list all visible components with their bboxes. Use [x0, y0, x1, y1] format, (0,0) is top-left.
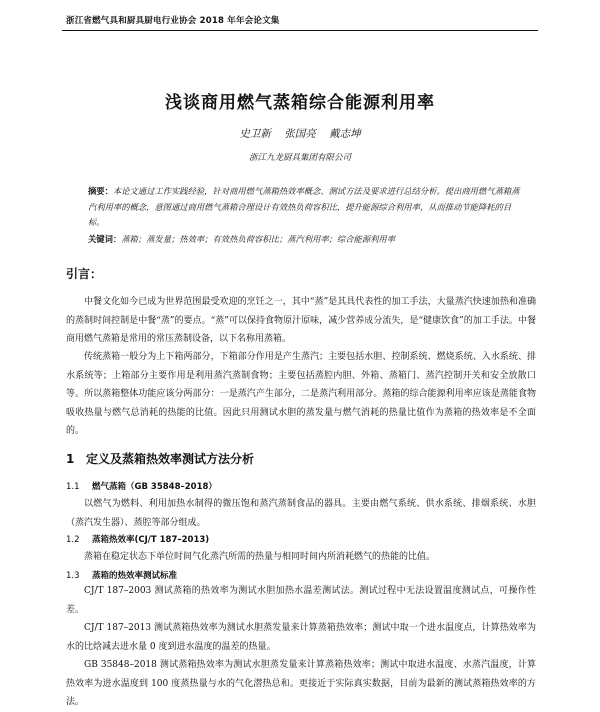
subsection-1-2-title: 蒸箱热效率(CJ/T 187–2013) — [92, 535, 210, 545]
paper-title: 浅谈商用燃气蒸箱综合能源利用率 — [165, 93, 435, 113]
subsection-1-3-heading — [66, 569, 177, 581]
abstract-label: 摘要： — [88, 186, 113, 196]
subsection-1-2-text: 蒸箱在稳定状态下单位时间气化蒸汽所需的热量与相同时间内所消耗燃气的热能的比值。 — [84, 552, 436, 562]
standard-cjt-2003-paragraph: CJ/T 187–2003 测试蒸箱的热效率为测试水胆加热水温差测试法。测试过程中无法设置温度测试点，可操作性差。 — [66, 586, 536, 615]
subsection-1-2-heading — [66, 533, 209, 545]
subsection-1-1-title: 燃气蒸箱（GB 35848–2018） — [92, 482, 217, 492]
subsection-1-1-text: 以燃气为燃料、利用加热水制得的微压饱和蒸汽蒸制食品的器具。主要由燃气系统、供水系统、排烟系统、水胆（蒸汽发生器）、蒸腔等部分组成。 — [66, 499, 536, 528]
intro-heading: 引言： — [66, 267, 103, 281]
standard-gb-2018-paragraph: GB 35848–2018 测试蒸箱热效率为测试水胆蒸发量来计算蒸箱热效率；测试中取进水温度、水蒸汽温度，计算热效率为进水温度到 100 度蒸热量与水的气化潜热总和。更接近于实际真实数据，目前为最新的测试蒸箱热效率的方法。 — [66, 660, 536, 708]
subsection-1-2-number: 1.2 — [66, 535, 80, 545]
paper-authors: 史卫新 张国亮 戴志坤 — [239, 128, 361, 140]
subsection-1-3-title: 蒸箱的热效率测试标准 — [92, 571, 178, 581]
keywords-label: 关键词： — [88, 234, 122, 244]
keywords-text: 蒸箱；蒸发量；热效率；有效热负荷容积比；蒸汽利用率；综合能源利用率 — [121, 234, 396, 244]
subsection-1-1-number: 1.1 — [66, 482, 80, 492]
section-1-heading — [66, 450, 254, 467]
intro-paragraph-2: 传统蒸箱一般分为上下箱两部分，下箱部分作用是产生蒸汽；主要包括水胆、控制系统、燃烧系统、入水系统、排水系统等；上箱部分主要作用是利用蒸汽蒸制食物；主要包括蒸腔内胆、外箱、蒸箱门、蒸汽控制开关和安全放散口等。所以蒸箱整体功能应该分两部分：一是蒸汽产生部分，二是蒸汽利用部分。蒸箱的综合能源利用率应该是蒸能食物吸收热量与燃气总消耗的热能的比值。因此只用测试水胆的蒸发量与燃气消耗的热量比值作为蒸箱的热效率是不全面的。 — [66, 352, 536, 437]
header-rule — [62, 30, 538, 31]
subsection-1-1-heading — [66, 480, 217, 492]
paper-affiliation: 浙江九龙厨具集团有限公司 — [248, 153, 351, 163]
keywords-block — [88, 232, 520, 247]
subsection-1-3-number: 1.3 — [66, 571, 80, 581]
abstract-text: 本论文通过工作实践经验，针对商用燃气蒸箱热效率概念、测试方法及要求进行总结分析。提出商用燃气蒸箱蒸汽利用率的概念，意图通过商用燃气蒸箱合理设计有效热负荷容积比，提升能源综合利用率，从而推动节能降耗的目标。 — [88, 186, 520, 227]
intro-paragraph-1: 中餐文化如今已成为世界范围最受欢迎的烹饪之一，其中“蒸”是其具代表性的加工手法，大量蒸汽快速加热和准确的蒸制时间控制是中餐“蒸”的要点。“蒸”可以保持食物原汁原味，减少营养成分流失，是“健康饮食”的加工手法。中餐商用燃气蒸箱是常用的常压蒸制设备，以下名称用蒸箱。 — [66, 297, 536, 345]
section-1-title: 定义及蒸箱热效率测试方法分析 — [86, 452, 255, 466]
abstract-block — [88, 184, 520, 231]
running-head: 浙江省燃气具和厨具厨电行业协会 2018 年年会论文集 — [66, 16, 280, 26]
standard-cjt-2013-paragraph: CJ/T 187–2013 测试蒸箱热效率为测试水胆蒸发量来计算蒸箱热效率；测试中取一个进水温度点，计算热效率为水的比焓减去进水量 0 度到进水温度的温差的热量。 — [66, 623, 536, 652]
section-1-number: 1 — [66, 452, 75, 466]
